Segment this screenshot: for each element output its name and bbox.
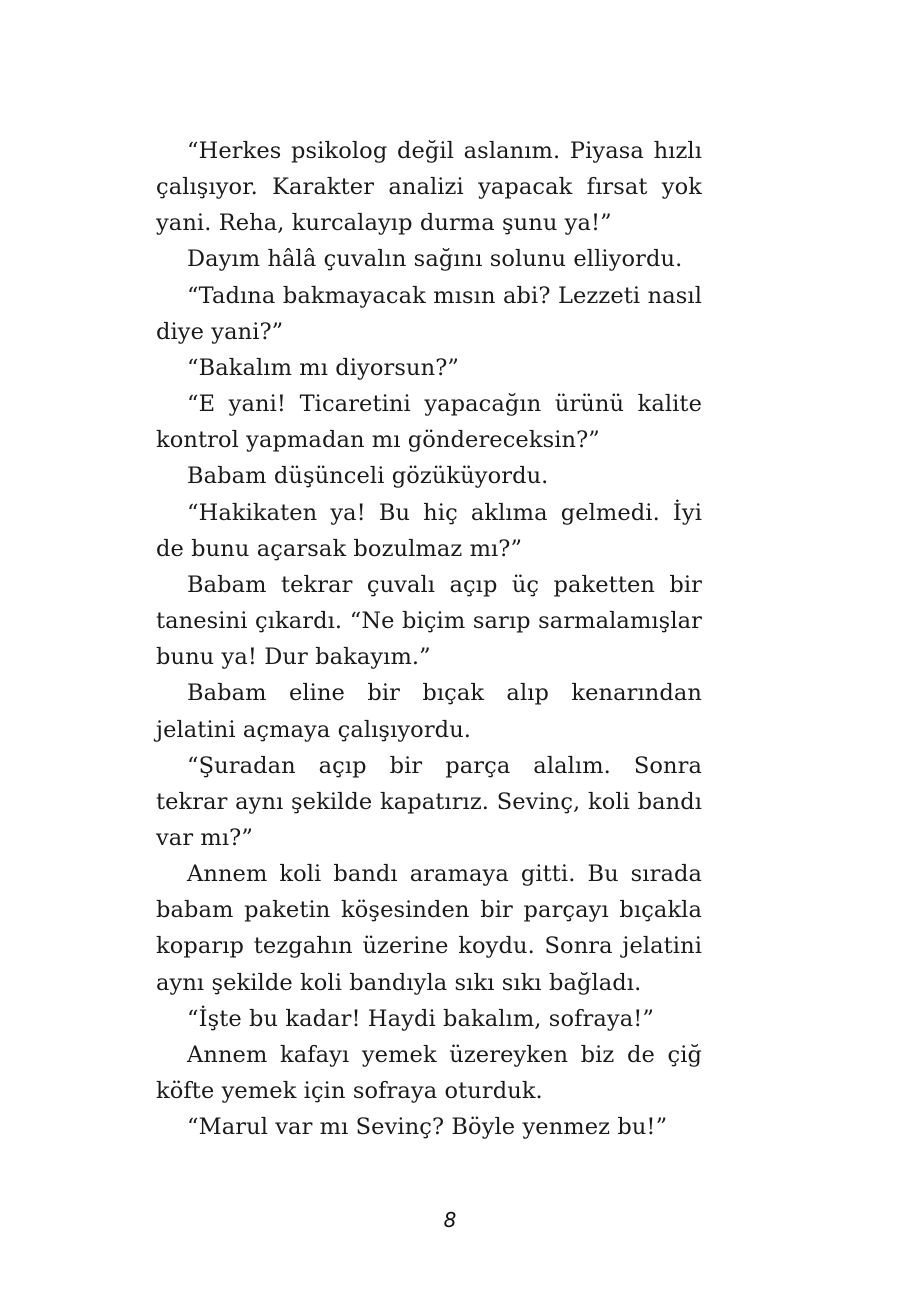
paragraph: Babam tekrar çuvalı açıp üç paketten bir tanesini çıkardı. “Ne biçim sarıp sarmalamışlar bunu ya! Dur bakayım.” (156, 571, 702, 671)
paragraph: “Hakikaten ya! Bu hiç aklıma gelmedi. İyi de bunu açarsak bozulmaz mı?” (156, 499, 702, 562)
paragraph: Annem kafayı yemek üzereyken biz de çiğ köfte yemek için sofraya oturduk. (156, 1041, 702, 1105)
paragraph: “E yani! Ticaretini yapacağın ürünü kalite kontrol yapmadan mı göndereceksin?” (156, 391, 702, 454)
paragraph: Babam düşünceli gözüküyordu. (187, 463, 549, 490)
paragraph: “Marul var mı Sevinç? Böyle yenmez bu!” (187, 1114, 668, 1141)
page-number: 8 (443, 1208, 457, 1232)
paragraph: Annem koli bandı aramaya gitti. Bu sırada babam paketin köşesinden bir parçayı bıçakla koparıp tezgahın üzerine koydu. Sonra jelatini aynı şekilde koli bandıyla sıkı sıkı bağladı. (156, 861, 702, 996)
paragraph: “Tadına bakmayacak mısın abi? Lezzeti nasıl diye yani?” (156, 282, 702, 345)
paragraph: Babam eline bir bıçak alıp kenarından jelatini açmaya çalışıyordu. (156, 680, 702, 743)
paragraph: “İşte bu kadar! Haydi bakalım, sofraya!” (187, 1005, 654, 1032)
paragraph: Dayım hâlâ çuvalın sağını solunu elliyordu. (187, 246, 683, 273)
paragraph: “Bakalım mı diyorsun?” (187, 354, 459, 381)
paragraph: “Şuradan açıp bir parça alalım. Sonra tekrar aynı şekilde kapatırız. Sevinç, koli bandı var mı?” (156, 752, 702, 851)
paragraph: “Herkes psikolog değil aslanım. Piyasa hızlı çalışıyor. Karakter analizi yapacak fırsat yok yani. Reha, kurcalayıp durma şunu ya!” (156, 138, 702, 237)
body-text (156, 133, 702, 1145)
